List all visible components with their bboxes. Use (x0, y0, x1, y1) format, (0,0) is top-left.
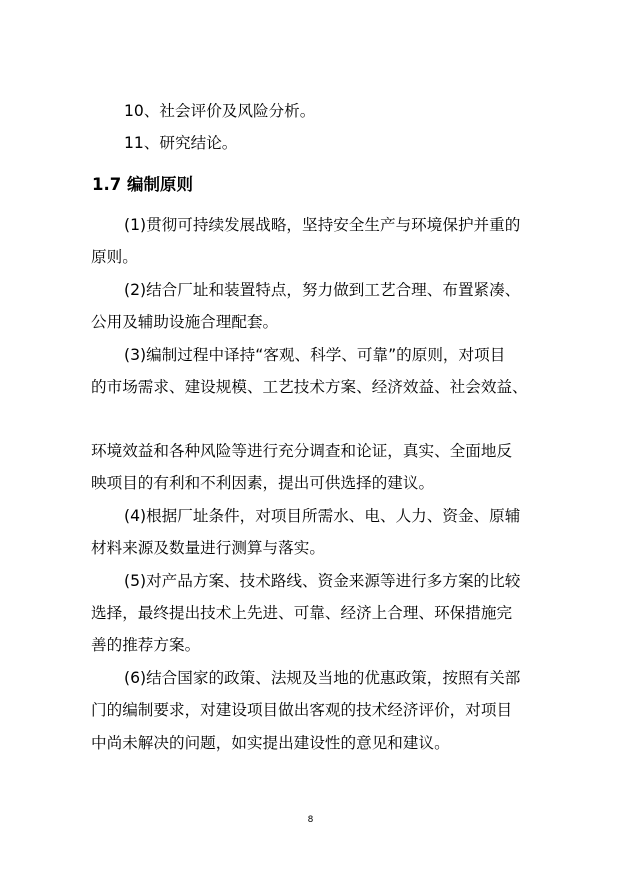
paragraph-3-line-2: 的市场需求、建设规模、工艺技术方案、经济效益、社会效益、 (91, 378, 528, 396)
paragraph-1-line-1: (1)贯彻可持续发展战略，坚持安全生产与环境保护并重的 (124, 216, 521, 234)
paragraph-5-line-2: 选择，最终提出技术上先进、可靠、经济上合理、环保措施完 (91, 604, 513, 622)
paragraph-2-line-2: 公用及辅助设施合理配套。 (91, 313, 279, 331)
paragraph-1-line-2: 原则。 (91, 248, 138, 266)
page-number: 8 (307, 815, 314, 825)
paragraph-4-line-1: (4)根据厂址条件，对项目所需水、电、人力、资金、原辅 (124, 507, 521, 525)
list-item-10: 10、社会评价及风险分析。 (124, 102, 316, 120)
paragraph-4-line-2: 材料来源及数量进行测算与落实。 (91, 539, 325, 557)
paragraph-3-line-4: 映项目的有利和不利因素，提出可供选择的建议。 (91, 474, 435, 492)
paragraph-3-line-3: 环境效益和各种风险等进行充分调查和论证，真实、全面地反 (91, 442, 513, 460)
list-item-11: 11、研究结论。 (124, 134, 238, 152)
paragraph-3-line-1: (3)编制过程中译持“客观、科学、可靠”的原则，对项目 (124, 346, 506, 364)
paragraph-5-line-1: (5)对产品方案、技术路线、资金来源等进行多方案的比较 (124, 572, 521, 590)
paragraph-2-line-1: (2)结合厂址和装置特点，努力做到工艺合理、布置紧凑、 (124, 281, 521, 299)
paragraph-5-line-3: 善的推荐方案。 (91, 636, 201, 654)
section-heading: 1.7 编制原则 (92, 175, 193, 194)
paragraph-6-line-1: (6)结合国家的政策、法规及当地的优惠政策，按照有关部 (124, 669, 521, 687)
paragraph-6-line-3: 中尚未解决的问题，如实提出建设性的意见和建议。 (91, 734, 450, 752)
paragraph-6-line-2: 门的编制要求，对建设项目做出客观的技术经济评价，对项目 (91, 701, 513, 719)
